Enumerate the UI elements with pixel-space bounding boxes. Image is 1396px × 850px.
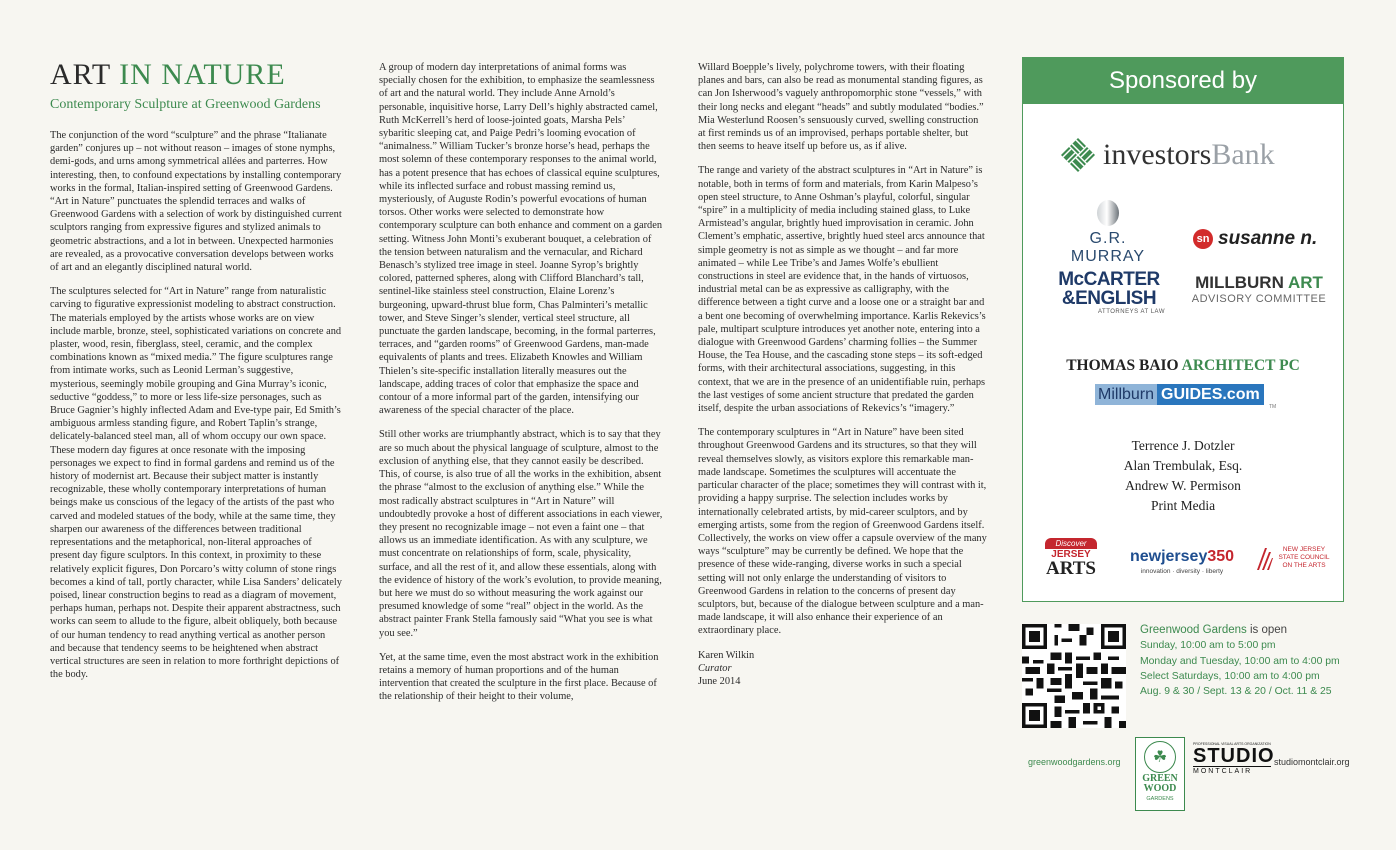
article-paragraph: Yet, at the same time, even the most abstract work in the exhibition retains a memory of human proportions and of the human intervention that created the sculpture in the first place. Because of the relationship of their height to their volume, xyxy=(379,651,659,703)
hours-line: Select Saturdays, 10:00 am to 4:00 pm xyxy=(1140,670,1320,682)
english-line: &ENGLISH xyxy=(1061,288,1157,309)
title-words-in-nature: IN NATURE xyxy=(119,58,286,91)
discover-jersey-arts-logo xyxy=(1045,538,1097,580)
article-column-1 xyxy=(50,129,342,692)
article-subtitle: Contemporary Sculpture at Greenwood Gardens xyxy=(50,97,321,112)
article-paragraph: Willard Boepple’s lively, polychrome towers, with their floating planes and bars, can also be read as monumental standing figures, as can Jon Isherwood’s vaguely anthropomorphic stone “vessels,” with their long necks and elegant “heads” and subtly modulated “bodies.” Mia Westerlund Roosen’s sensuously curved, swelling construction at first reminds us of an improvised, perhaps portable shelter, but then seems to heave itself up before us, as if alive. xyxy=(698,62,984,153)
article-paragraph: A group of modern day interpretations of animal forms was specially chosen for the exhibition, to emphasize the seamlessness of art and the natural world. They include Anne Arnold’s personable, inquisitive horse, Larry Dell’s highly abstracted camel, Ruth McKerrell’s herd of loose-jointed goats, Marsha Pels’ sybaritic sleeping cat, and Paige Pedri’s looming evocation of “animalness.” William Tucker’s bronze horse’s head, perhaps the most solemn of these contemporary responses to the animal world, has a potent presence that has echoes of classical equine sculptures, while its inflected surface and robust massing remind us, mysteriously, of Auguste Rodin’s powerful evocations of human torsos. Other works were selected to demonstrate how contemporary sculpture can both enhance and comment on a garden setting. Witness John Monti’s exuberant bouquet, a celebration of the tension between naturalism and the vernacular, and Richard Benasch’s stylized tree image in steel. Joanne Syrop’s brightly colored, patterned spheres, along with Clifford Blanchard’s tall, sentinel-like stainless steel construction, Elaine Lorenz’s burgeoning, upward-thrust blue form, Chas Palminteri’s metallic tower, and Steve Singer’s slender, vertical steel structure, all punctuate the garden landscape, becoming, in the formal parterres, terraces, and “garden rooms” of Greenwood Gardens, man-made equivalents of plants and trees. Elizabeth Knowles and William Thielen’s site-specific installation literally measures out the landscape, adding traces of color that emphasize the space and contour of a more informal part of the garden, intensifying our awareness of the special character of the place. xyxy=(379,62,663,417)
new-jersey-350-logo xyxy=(1127,548,1237,575)
advisory-committee-line: ADVISORY COMMITTEE xyxy=(1191,293,1327,305)
thomas-baio-sponsor xyxy=(1023,357,1343,375)
architect-pc-text: ARCHITECT PC xyxy=(1181,357,1300,374)
investors-bank-wordmark xyxy=(1103,138,1275,172)
millburn-guides-logo xyxy=(1095,382,1264,408)
sponsor-name: Print Media xyxy=(1150,498,1216,513)
article-paragraph: The sculptures selected for “Art in Nature” range from naturalistic carving to figurative expressionist modeling to abstract construction. The materials employed by the artists whose works are on view include marble, bronze, steel, sophisticated variations on concrete and plaster, wood, resin, fiberglass, steel, ceramic, and the complex combinations known as “mixed media.” The figure sculptures range from intimate works, such as Leonid Lerman’s suggestive, mysterious, seemingly mobile grouping and Gina Murray’s iconic, seductive “goddess,” to more or less life-size personages, such as Bruce Gagnier’s highly inflected Adam and Eve-type pair, Ed Smith’s ambiguous armless standing figure, and Robert Taplin’s strange, delicately-balanced steel man, all of whom occupy our own space. These modern day figures at once resonate with the imposing personages we expect to find in formal gardens and remind us of the history of modernist art. Because their subject matter is instantly recognizable, these wholly contemporary interpretations of human beings make us conscious of the legacy of the artists of the past who carved and modeled statues of the body, while at the same time, they sharpen our awareness of the differences between traditional representations and the metaphorical, non-literal approaches of present day figure sculptors. In this context, in proximity to these relatively explicit figures, Don Porcaro’s witty column of stone rings becomes a kind of tall, portly character, while Lisa Sanders’ delicately poised, linear construction begins to read as a diagram of movement, perhaps human, perhaps not. Despite their apparent abstractness, such works can seem to allude to the figure, albeit obliquely, both because of our human tendency to read anything vertical as another person and because that tendency seems to be heightened when abstract vertical structures are seen in relation to more forthright depictions of the body. xyxy=(50,286,342,681)
mccarter-line: McCARTER xyxy=(1058,269,1160,290)
article-paragraph: The contemporary sculptures in “Art in Nature” have been sited throughout Greenwood Gardens and its structures, so that they will reveal themselves slowly, as visitors explore this remarkable man-made landscape. Sometimes the sculptures will accentuate the particular character of the place; sometimes they will contrast with it, providing a happy surprise. The selection includes works by internationally celebrated artists, by mid-career sculptors, and by emerging artists, some from the region of Greenwood Gardens itself. Collectively, the works on view offer a capsule overview of the many ways “sculpture” may be currently be defined. We hope that the presence of these wide-ranging, diverse works in such a special setting will not only enlarge the understanding of visitors to Greenwood Gardens in relation to the concerns of present day sculptors, but, because of the dialogue between sculpture and a man-made landscape, it will also enhance their experience of an extraordinary place. xyxy=(698,427,987,637)
garden-name: Greenwood Gardens xyxy=(1140,624,1247,636)
new-jersey-350-wordmark xyxy=(1127,548,1237,566)
article-header xyxy=(50,58,370,114)
millburn-art-wordmark xyxy=(1189,273,1329,293)
sponsor-heading: Sponsored by xyxy=(1023,58,1343,104)
susanne-n-wordmark: susanne n. xyxy=(1218,228,1318,249)
is-open-text: is open xyxy=(1246,624,1288,636)
art-word: ART xyxy=(1287,273,1323,292)
qr-code-icon[interactable] xyxy=(1022,624,1126,728)
article-paragraph: Still other works are triumphantly abstract, which is to say that they are so much about the physical language of sculpture, almost to the exclusion of anything else, that they cannot easily be described. This, of course, is also true of all the works in the exhibition, absent the phrase “almost to the exclusion of anything else.” While the most radically abstract sculptures in “Art in Nature” will undoubtedly provoke a host of different associations in each viewer, they present no recognizable image – not even a faint one – that allows us an immediate identification. As with any sculpture, we must concentrate on relationships of form, scale, physicality, surface, and all the rest of it, and allow these essentials, along with the evidence of history of the work’s evolution, to provide meaning, but here we must do so without measuring the work against our presumed knowledge of some “real” object in the world. As the abstract painter Frank Stella famously said “What you see is what you see.” xyxy=(379,429,663,639)
jersey-text: JERSEY xyxy=(1051,549,1091,560)
bank-word: Bank xyxy=(1211,138,1275,171)
susanne-n-badge-icon: sn xyxy=(1193,229,1213,249)
montclair-word: MONTCLAIR xyxy=(1193,766,1271,776)
mccarter-english-logo xyxy=(1053,270,1165,315)
sponsor-panel xyxy=(1022,57,1344,602)
visiting-hours xyxy=(1140,623,1370,699)
millburn-word: MILLBURN xyxy=(1195,273,1288,292)
article-column-2 xyxy=(379,61,663,715)
green-word: GREEN xyxy=(1142,773,1178,784)
tree-icon: ☘ xyxy=(1144,741,1176,773)
sponsor-name: Alan Trembulak, Esq. xyxy=(1123,458,1243,473)
attorneys-at-law-line: ATTORNEYS AT LAW xyxy=(1097,309,1165,315)
greenwood-gardens-url[interactable]: greenwoodgardens.org xyxy=(1028,757,1121,767)
sponsor-name: Andrew W. Permison xyxy=(1125,478,1241,493)
arts-text: ARTS xyxy=(1045,558,1096,579)
susanne-n-logo xyxy=(1193,228,1333,252)
studio-tagline: PROFESSIONAL VISUAL ARTS ORGANIZATION xyxy=(1193,742,1271,746)
gr-murray-wordmark: G.R. MURRAY xyxy=(1070,230,1146,265)
gr-murray-icon xyxy=(1097,200,1119,226)
studio-word: STUDIO xyxy=(1193,745,1275,767)
millburn-guides-part2: GUIDES.com xyxy=(1157,384,1264,405)
curator-signature xyxy=(698,649,988,688)
curator-name: Karen Wilkin xyxy=(698,649,755,661)
hours-line: Aug. 9 & 30 / Sept. 13 & 20 / Oct. 11 & 25 xyxy=(1140,686,1332,698)
trademark-mark: TM xyxy=(1269,404,1277,410)
article-paragraph: The conjunction of the word “sculpture” and the phrase “Italianate garden” conjures up – not without reason – images of stone nymphs, demi-gods, and urns among symmetrical allées and parterres. How interesting, then, to confound expectations by installing contemporary works in the formal, Italian-inspired setting of Greenwood Gardens. “Art in Nature” punctuates the splendid terraces and walks of Greenwood Gardens with a selection of work by distinguished current sculptors ranging from expressive figures and stylized animals to geometric abstractions, and a lot in between. Unexpected harmonies are revealed, as a provocative conversation develops between works of art and an elegantly disciplined natural world. xyxy=(50,130,342,274)
newjersey-word: newjersey xyxy=(1129,548,1208,565)
nj350-tagline: innovation · diversity · liberty xyxy=(1140,568,1224,575)
title-word-art: ART xyxy=(50,58,120,91)
millburn-art-logo xyxy=(1189,273,1329,305)
studio-montclair-logo xyxy=(1193,742,1275,776)
gr-murray-logo xyxy=(1053,200,1163,266)
sponsor-name: Terrence J. Dotzler xyxy=(1131,438,1235,453)
hours-line: Sunday, 10:00 am to 5:00 pm xyxy=(1140,640,1276,652)
hours-line: Monday and Tuesday, 10:00 am to 4:00 pm xyxy=(1140,655,1340,667)
nj-arts-council-text: NEW JERSEY STATE COUNCIL ON THE ARTS xyxy=(1278,546,1330,569)
studio-montclair-url[interactable]: studiomontclair.org xyxy=(1274,757,1350,767)
hours-heading xyxy=(1140,623,1370,638)
nj-state-council-arts-logo xyxy=(1255,544,1333,576)
curator-role: Curator xyxy=(698,662,732,674)
article-paragraph: The range and variety of the abstract sculptures in “Art in Nature” is notable, both in terms of form and materials, from Karin Malpeso’s open steel structure, to Anne Oshman’s playful, colorful, singular “spire” in a multiplicity of media including stained glass, to Luke Armistead’s angular, brightly hued improvisation in ceramic. John Clement’s emphatic, assertive, brightly hued steel arcs announce that simple geometry is not as simple as we thought – and far more animated – while Lee Tribe’s and James Wolfe’s ebullient constructions in steel are evidence that, in the hands of virtuosos, industrial metal can be as expressive as calligraphy, with the difference between a tight curve and a loose one or a straight bar and a bent one becoming of overwhelming importance. Karlis Rekevics’s pale, multipart sculpture introduces yet another note, entering into a dialogue with Greenwood Gardens’ charming follies – the Summer House, the Tea House, and the cascading stone steps – its soft-edged forms, with their architectural associations, suggesting, in this context, that we are in the presence of an unidentifiable ruin, perhaps the last vestiges of some ancient structure that predated the garden itself, despite the urban associations of Rekevics’s “imagery.” xyxy=(698,165,986,415)
article-column-3 xyxy=(698,61,988,688)
investors-bank-logo xyxy=(1061,138,1311,170)
350-number: 350 xyxy=(1207,548,1235,565)
discover-text: Discover xyxy=(1045,538,1097,549)
wood-word: WOOD xyxy=(1143,783,1177,794)
millburn-guides-part1: Millburn xyxy=(1095,384,1157,405)
thomas-baio-name: THOMAS BAIO xyxy=(1066,357,1182,374)
nj-arts-council-icon xyxy=(1255,546,1273,572)
individual-sponsors xyxy=(1023,436,1343,516)
investors-bank-icon xyxy=(1061,138,1095,172)
article-title xyxy=(50,58,370,92)
gardens-word: GARDENS xyxy=(1146,796,1174,802)
investors-word: investors xyxy=(1103,138,1212,171)
greenwood-gardens-logo xyxy=(1135,737,1185,811)
article-date: June 2014 xyxy=(698,675,741,687)
